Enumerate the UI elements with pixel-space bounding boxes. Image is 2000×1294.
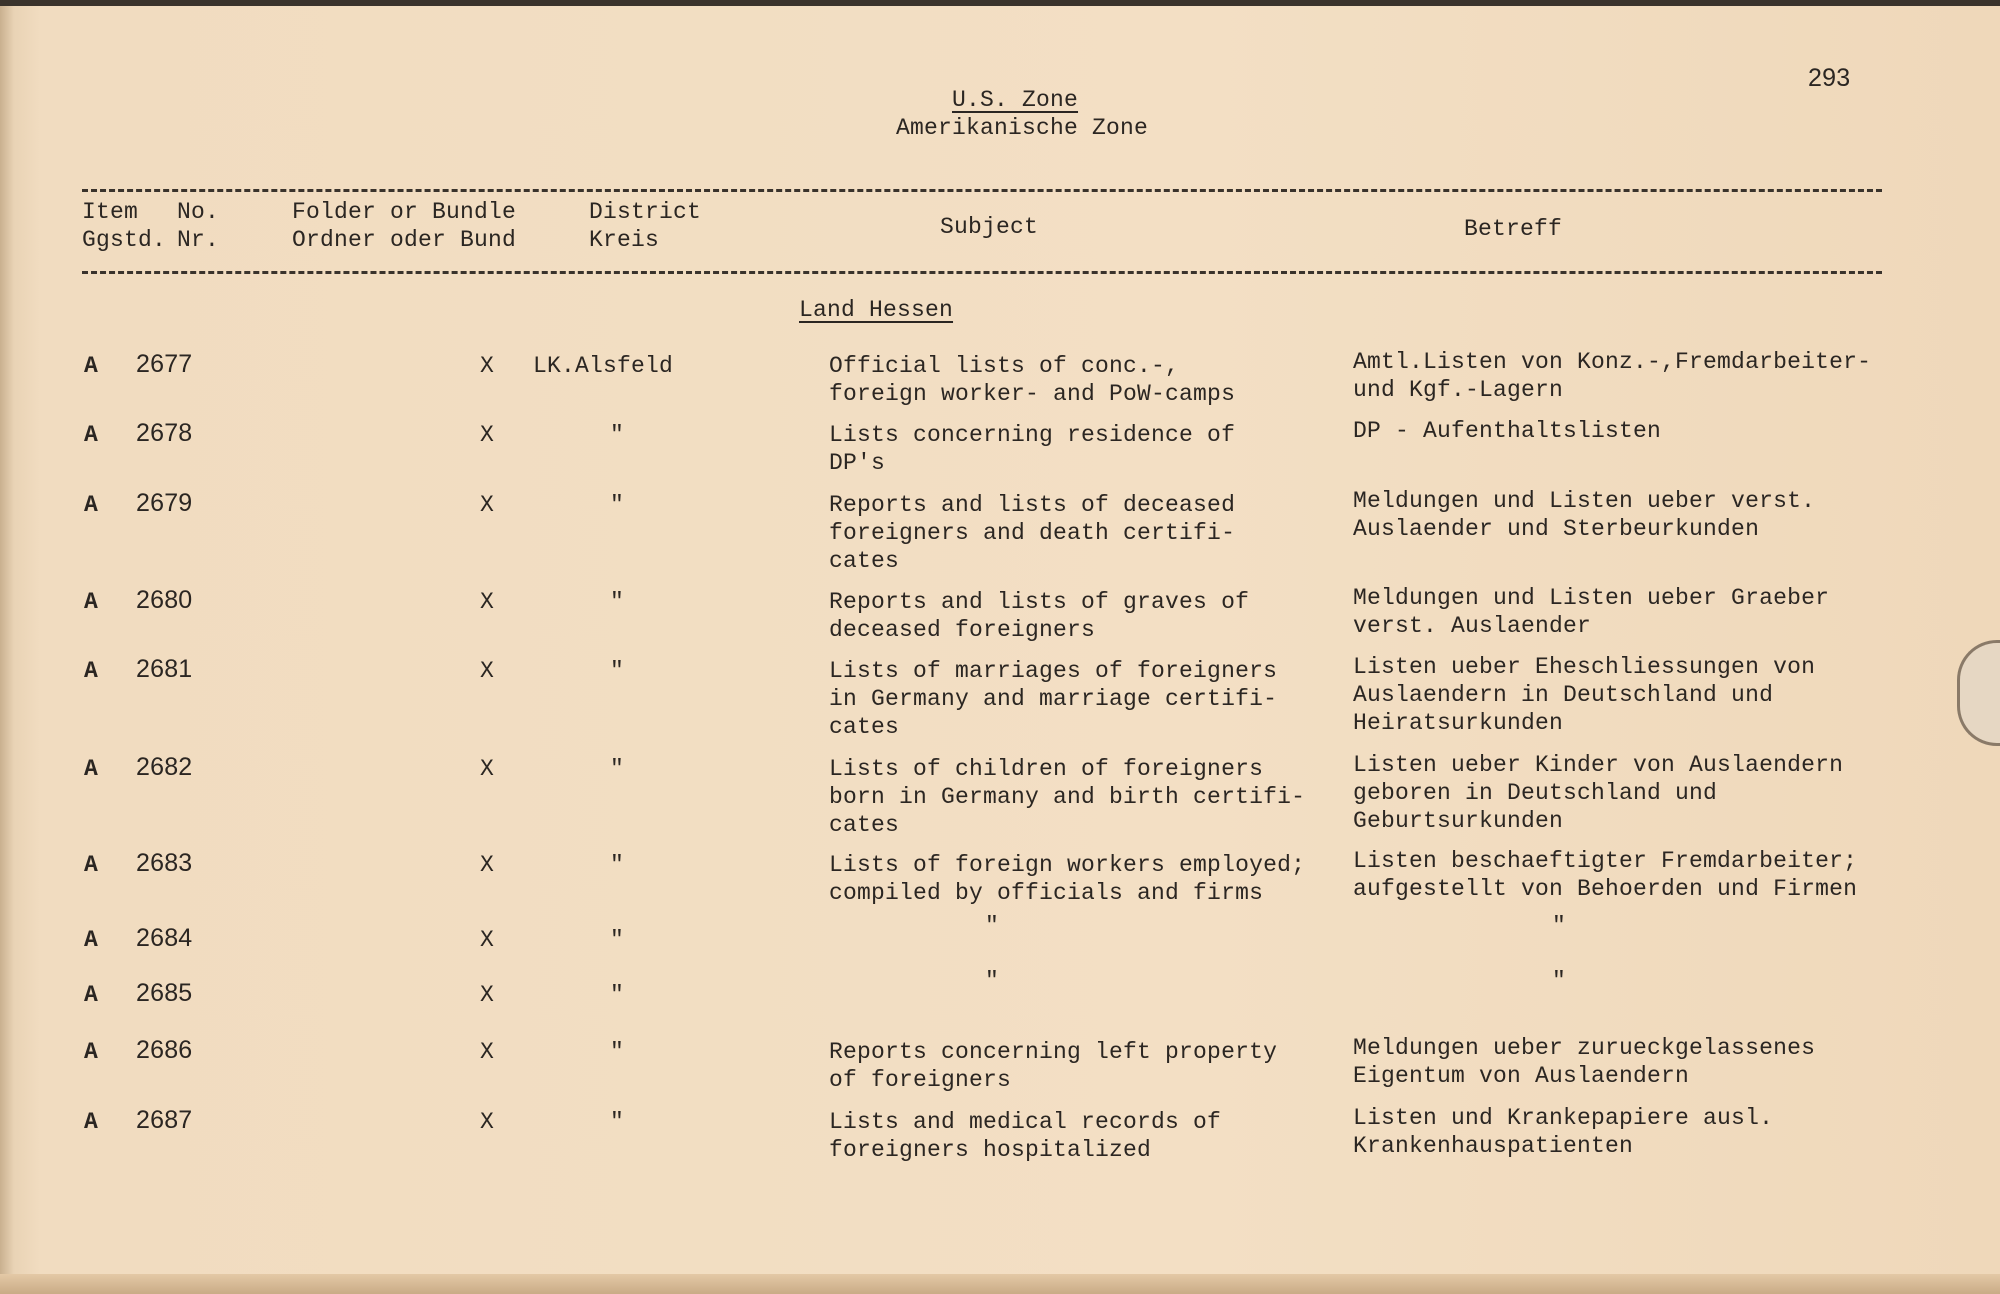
cell-no: 2686 <box>136 1036 193 1064</box>
divider-bottom <box>82 271 1882 274</box>
cell-subject: Reports and lists of deceased foreigners and death certifi- cates <box>829 492 1236 574</box>
header-no: No. <box>177 199 220 225</box>
cell-folder: X <box>480 1039 495 1065</box>
cell-folder: X <box>480 927 495 953</box>
cell-no: 2681 <box>136 655 193 683</box>
page-number: 293 <box>1808 64 1851 92</box>
cell-district: " <box>610 658 625 684</box>
cell-district: LK.Alsfeld <box>533 353 674 379</box>
header-folder-de: Ordner oder Bund <box>292 227 517 253</box>
cell-no: 2682 <box>136 753 193 781</box>
cell-district: " <box>610 492 625 518</box>
cell-no: 2687 <box>136 1106 193 1134</box>
cell-no: 2679 <box>136 489 193 517</box>
cell-item: A <box>84 422 99 448</box>
cell-folder: X <box>480 658 495 684</box>
cell-folder: X <box>480 982 495 1008</box>
header-no-de: Nr. <box>177 227 220 253</box>
cell-betreff: DP - Aufenthaltslisten <box>1353 418 1662 444</box>
page-subtitle: Amerikanische Zone <box>896 115 1149 141</box>
cell-no: 2684 <box>136 924 193 952</box>
cell-item: A <box>84 756 99 782</box>
cell-folder: X <box>480 1109 495 1135</box>
cell-no: 2683 <box>136 849 193 877</box>
cell-district: " <box>610 756 625 782</box>
cell-no: 2680 <box>136 586 193 614</box>
cell-item: A <box>84 1039 99 1065</box>
header-district: District <box>589 199 702 225</box>
cell-item: A <box>84 658 99 684</box>
cell-folder: X <box>480 852 495 878</box>
cell-betreff: Meldungen ueber zurueckgelassenes Eigentum von Auslaendern <box>1353 1035 1816 1089</box>
cell-item: A <box>84 927 99 953</box>
cell-district: " <box>610 589 625 615</box>
cell-district: " <box>610 1109 625 1135</box>
cell-district: " <box>610 927 625 953</box>
cell-no: 2677 <box>136 350 193 378</box>
cell-item: A <box>84 589 99 615</box>
cell-betreff: Listen ueber Eheschliessungen von Auslaendern in Deutschland und Heiratsurkunden <box>1353 654 1816 736</box>
cell-subject: Lists and medical records of foreigners hospitalized <box>829 1109 1222 1163</box>
header-district-de: Kreis <box>589 227 660 253</box>
section-heading: Land Hessen <box>799 297 954 323</box>
header-betreff: Betreff <box>1464 216 1563 242</box>
paper-clip <box>1957 640 2000 746</box>
cell-district: " <box>610 422 625 448</box>
cell-subject: Reports concerning left property of foreigners <box>829 1039 1278 1093</box>
scan-edge <box>0 0 2000 6</box>
cell-district: " <box>610 982 625 1008</box>
cell-item: A <box>84 982 99 1008</box>
cell-betreff: " <box>1552 968 1567 994</box>
cell-item: A <box>84 353 99 379</box>
cell-no: 2678 <box>136 419 193 447</box>
cell-folder: X <box>480 353 495 379</box>
cell-item: A <box>84 1109 99 1135</box>
page-title: U.S. Zone <box>952 87 1079 113</box>
cell-subject: " <box>985 913 1000 939</box>
header-folder: Folder or Bundle <box>292 199 517 225</box>
cell-betreff: Meldungen und Listen ueber verst. Auslaender und Sterbeurkunden <box>1353 488 1816 542</box>
cell-subject: Lists of foreign workers employed; compiled by officials and firms <box>829 852 1306 906</box>
header-item-de: Ggstd. <box>82 227 167 253</box>
page-bottom-edge <box>0 1274 2000 1294</box>
cell-betreff: Listen beschaeftigter Fremdarbeiter; aufgestellt von Behoerden und Firmen <box>1353 848 1858 902</box>
cell-betreff: Meldungen und Listen ueber Graeber verst. Auslaender <box>1353 585 1830 639</box>
cell-betreff: Listen ueber Kinder von Auslaendern geboren in Deutschland und Geburtsurkunden <box>1353 752 1844 834</box>
cell-subject: " <box>985 968 1000 994</box>
cell-no: 2685 <box>136 979 193 1007</box>
cell-subject: Reports and lists of graves of deceased foreigners <box>829 589 1250 643</box>
header-item: Item <box>82 199 139 225</box>
cell-folder: X <box>480 589 495 615</box>
cell-subject: Official lists of conc.-, foreign worker- and PoW-camps <box>829 353 1236 407</box>
cell-subject: Lists concerning residence of DP's <box>829 422 1236 476</box>
cell-district: " <box>610 852 625 878</box>
cell-betreff: " <box>1552 913 1567 939</box>
cell-folder: X <box>480 492 495 518</box>
cell-betreff: Listen und Krankepapiere ausl. Krankenhauspatienten <box>1353 1105 1774 1159</box>
divider-top <box>82 189 1882 192</box>
cell-subject: Lists of marriages of foreigners in Germany and marriage certifi- cates <box>829 658 1278 740</box>
cell-item: A <box>84 492 99 518</box>
cell-folder: X <box>480 422 495 448</box>
cell-subject: Lists of children of foreigners born in Germany and birth certifi- cates <box>829 756 1306 838</box>
cell-district: " <box>610 1039 625 1065</box>
cell-folder: X <box>480 756 495 782</box>
header-subject: Subject <box>940 214 1039 240</box>
cell-item: A <box>84 852 99 878</box>
cell-betreff: Amtl.Listen von Konz.-,Fremdarbeiter- und Kgf.-Lagern <box>1353 349 1872 403</box>
